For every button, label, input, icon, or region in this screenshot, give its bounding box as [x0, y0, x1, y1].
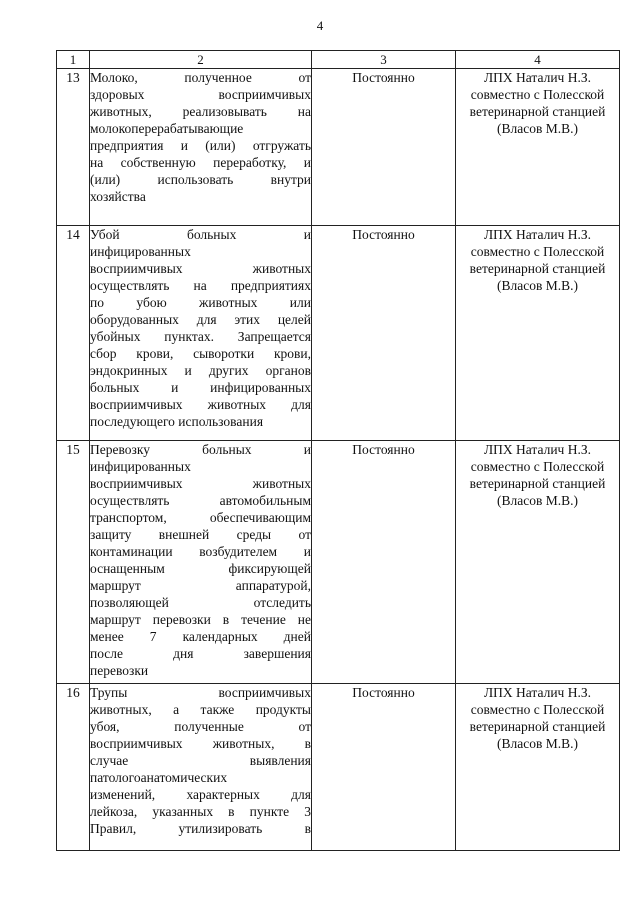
description-line: Убой больных и	[90, 227, 311, 242]
responsible-line: (Власов М.В.)	[497, 121, 578, 136]
description-line: позволяющей отследить	[90, 595, 311, 610]
description-line: Правил, утилизировать в	[90, 821, 311, 836]
description-line: на собственную переработку, и	[90, 155, 311, 170]
measure-description	[90, 441, 312, 684]
responsible-line: ветеринарной станцией	[469, 104, 606, 119]
description-line: животных, а также продукты	[90, 702, 311, 717]
page-number: 4	[316, 18, 324, 33]
responsible-party	[456, 226, 620, 441]
description-line: менее 7 календарных дней	[90, 629, 311, 644]
description-line: осуществлять автомобильным	[90, 493, 311, 508]
responsible-line: совместно с Полесской	[470, 702, 605, 717]
description-line: маршрут перевозки в течение не	[90, 612, 311, 627]
table-row	[57, 684, 620, 851]
column-header-1: 1	[57, 51, 90, 69]
description-line: здоровых восприимчивых	[90, 87, 311, 102]
description-line: после дня завершения	[90, 646, 311, 661]
description-line: восприимчивых животных, в	[90, 736, 311, 751]
responsible-line: ЛПХ Наталич Н.З.	[484, 442, 591, 457]
responsible-line: ЛПХ Наталич Н.З.	[484, 70, 591, 85]
row-number: 14	[57, 226, 90, 441]
description-line: лейкоза, указанных в пункте 3	[90, 804, 311, 819]
description-line: контаминации возбудителем и	[90, 544, 311, 559]
column-header-3: 3	[312, 51, 456, 69]
description-line: молокоперерабатывающие	[90, 121, 244, 136]
table-row	[57, 226, 620, 441]
description-line: по убою животных или	[90, 295, 311, 310]
responsible-line: ветеринарной станцией	[469, 719, 606, 734]
measures-table	[56, 50, 620, 851]
responsible-line: совместно с Полесской	[470, 244, 605, 259]
measure-term: Постоянно	[312, 441, 456, 684]
description-line: хозяйства	[90, 189, 146, 204]
description-line: животных, реализовывать на	[90, 104, 311, 119]
description-line: Трупы восприимчивых	[90, 685, 311, 700]
description-line: последующего использования	[90, 414, 264, 429]
responsible-party	[456, 684, 620, 851]
description-line: перевозки	[90, 663, 149, 678]
description-line: предприятия и (или) отгружать	[90, 138, 311, 153]
responsible-line: (Власов М.В.)	[497, 278, 578, 293]
description-line: Перевозку больных и	[90, 442, 311, 457]
description-line: инфицированных	[90, 459, 191, 474]
description-line: осуществлять на предприятиях	[90, 278, 311, 293]
responsible-line: совместно с Полесской	[470, 459, 605, 474]
description-line: больных и инфицированных	[90, 380, 311, 395]
column-header-2: 2	[90, 51, 312, 69]
measure-description	[90, 684, 312, 851]
description-line: маршрут аппаратурой,	[90, 578, 311, 593]
description-line: (или) использовать внутри	[90, 172, 311, 187]
description-line: транспортом, обеспечивающим	[90, 510, 311, 525]
description-line: убойных пунктах. Запрещается	[90, 329, 311, 344]
description-line: патологоанатомических	[90, 770, 228, 785]
measure-term: Постоянно	[312, 226, 456, 441]
responsible-line: ЛПХ Наталич Н.З.	[484, 227, 591, 242]
row-number: 16	[57, 684, 90, 851]
measure-term: Постоянно	[312, 684, 456, 851]
row-number: 15	[57, 441, 90, 684]
responsible-line: ЛПХ Наталич Н.З.	[484, 685, 591, 700]
description-line: оснащенным фиксирующей	[90, 561, 311, 576]
description-line: сбор крови, сыворотки крови,	[90, 346, 311, 361]
row-number: 13	[57, 69, 90, 226]
responsible-line: совместно с Полесской	[470, 87, 605, 102]
description-line: случае выявления	[90, 753, 311, 768]
responsible-party	[456, 441, 620, 684]
description-line: оборудованных для этих целей	[90, 312, 311, 327]
description-line: убоя, полученные от	[90, 719, 311, 734]
responsible-line: (Власов М.В.)	[497, 493, 578, 508]
responsible-party	[456, 69, 620, 226]
responsible-line: ветеринарной станцией	[469, 476, 606, 491]
description-line: эндокринных и других органов	[90, 363, 311, 378]
measure-description	[90, 226, 312, 441]
table-row	[57, 69, 620, 226]
measure-description	[90, 69, 312, 226]
responsible-line: ветеринарной станцией	[469, 261, 606, 276]
measure-term: Постоянно	[312, 69, 456, 226]
description-line: восприимчивых животных	[90, 261, 311, 276]
description-line: восприимчивых животных для	[90, 397, 311, 412]
responsible-line: (Власов М.В.)	[497, 736, 578, 751]
column-header-4: 4	[456, 51, 620, 69]
description-line: изменений, характерных для	[90, 787, 311, 802]
description-line: Молоко, полученное от	[90, 70, 311, 85]
table-header-row	[57, 51, 620, 69]
description-line: восприимчивых животных	[90, 476, 311, 491]
description-line: защиту внешней среды от	[90, 527, 311, 542]
description-line: инфицированных	[90, 244, 191, 259]
table-row	[57, 441, 620, 684]
